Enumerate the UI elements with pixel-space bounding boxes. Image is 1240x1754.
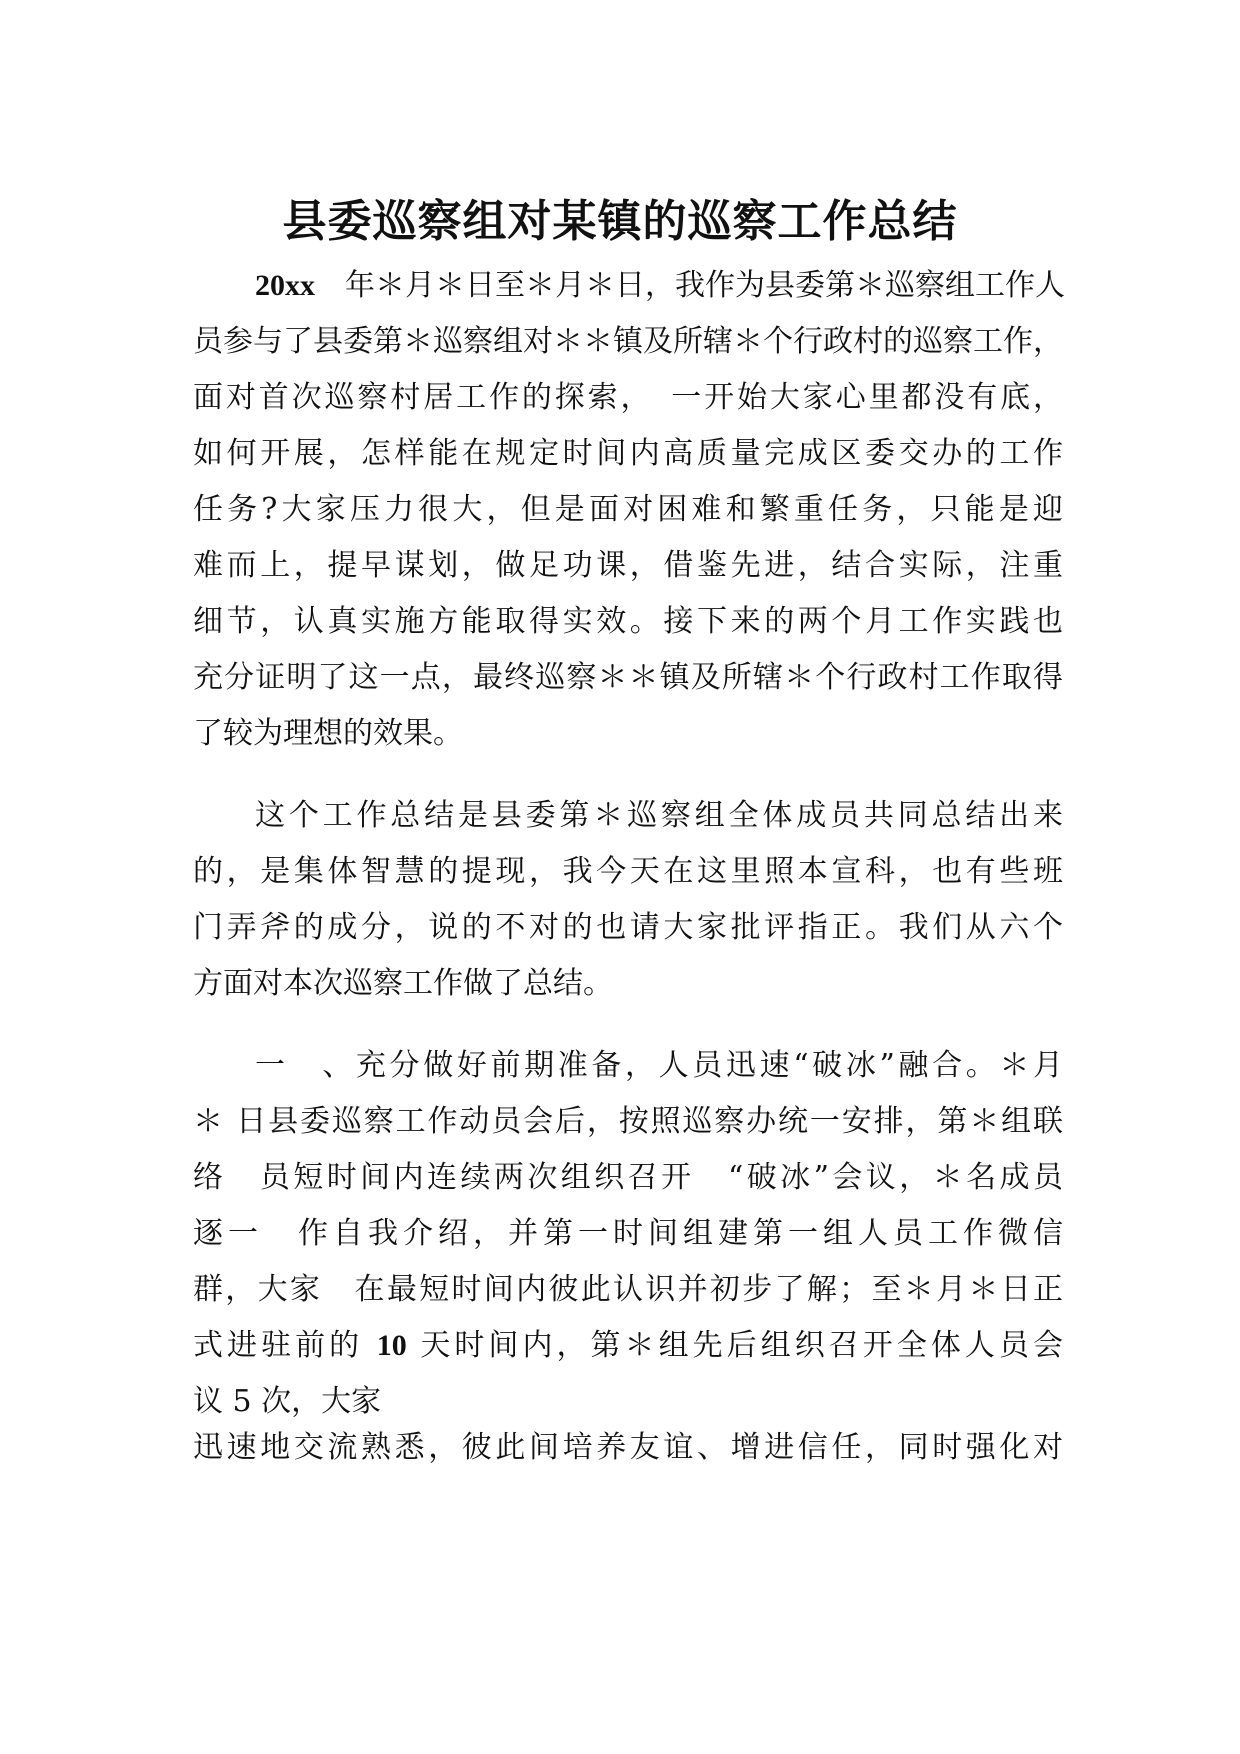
- paragraph-line: 难而上，提早谋划，做足功课，借鉴先进，结合实际，注重: [193, 548, 1063, 583]
- paragraph-line: 任务?大家压力很大，但是面对困难和繁重任务，只能是迎: [193, 492, 1063, 527]
- paragraph-line: 充分证明了这一点，最终巡察＊＊镇及所辖＊个行政村工作取得: [193, 660, 1063, 695]
- paragraph-line: ＊ 日县委巡察工作动员会后，按照巡察办统一安排，第＊组联: [193, 1104, 1063, 1139]
- line-text: 式进驻前的: [193, 1328, 364, 1363]
- paragraph-line: 细节，认真实施方能取得实效。接下来的两个月工作实践也: [193, 604, 1063, 639]
- paragraph-line: 了较为理想的效果。: [193, 716, 463, 751]
- days-number: 10: [376, 1329, 407, 1362]
- line-text: 年＊月＊日至＊月＊日，我作为县委第＊巡察组工作人: [315, 268, 1065, 303]
- paragraph-line: 如何开展，怎样能在规定时间内高质量完成区委交办的工作: [193, 436, 1063, 471]
- paragraph-line: [193, 258, 1063, 314]
- line-text: 天时间内，第＊组先后组织召开全体人员会: [406, 1328, 1063, 1363]
- paragraph-line: 迅速地交流熟悉，彼此间培养友谊、增进信任，同时强化对: [193, 1430, 1063, 1465]
- paragraph-3: [193, 1038, 1063, 1476]
- paragraph-1: [193, 258, 1063, 762]
- document-body: [193, 258, 1063, 1502]
- paragraph-line: 逐一 作自我介绍，并第一时间组建第一组人员工作微信: [193, 1216, 1063, 1251]
- paragraph-line: [193, 1318, 1063, 1374]
- paragraph-line: 面对首次巡察村居工作的探索， 一开始大家心里都没有底，: [193, 380, 1063, 415]
- paragraph-line: 议 5 次，大家: [193, 1384, 382, 1419]
- paragraph-line: 方面对本次巡察工作做了总结。: [193, 966, 613, 1001]
- paragraph-line: 的，是集体智慧的提现，我今天在这里照本宣科，也有些班: [193, 854, 1063, 889]
- paragraph-line: 一 、充分做好前期准备，人员迅速“破冰”融合。＊月: [255, 1048, 1063, 1083]
- paragraph-line: 这个工作总结是县委第＊巡察组全体成员共同总结出来: [255, 798, 1063, 833]
- paragraph-line: 群，大家 在最短时间内彼此认识并初步了解；至＊月＊日正: [193, 1272, 1063, 1307]
- paragraph-line: 门弄斧的成分，说的不对的也请大家批评指正。我们从六个: [193, 910, 1063, 945]
- document-title: 县委巡察组对某镇的巡察工作总结: [282, 196, 958, 247]
- paragraph-line: 络 员短时间内连续两次组织召开 “破冰”会议，＊名成员: [193, 1160, 1063, 1195]
- paragraph-line: 员参与了县委第＊巡察组对＊＊镇及所辖＊个行政村的巡察工作，: [193, 324, 1063, 359]
- paragraph-2: [193, 788, 1063, 1012]
- year-text: 20xx: [255, 269, 315, 302]
